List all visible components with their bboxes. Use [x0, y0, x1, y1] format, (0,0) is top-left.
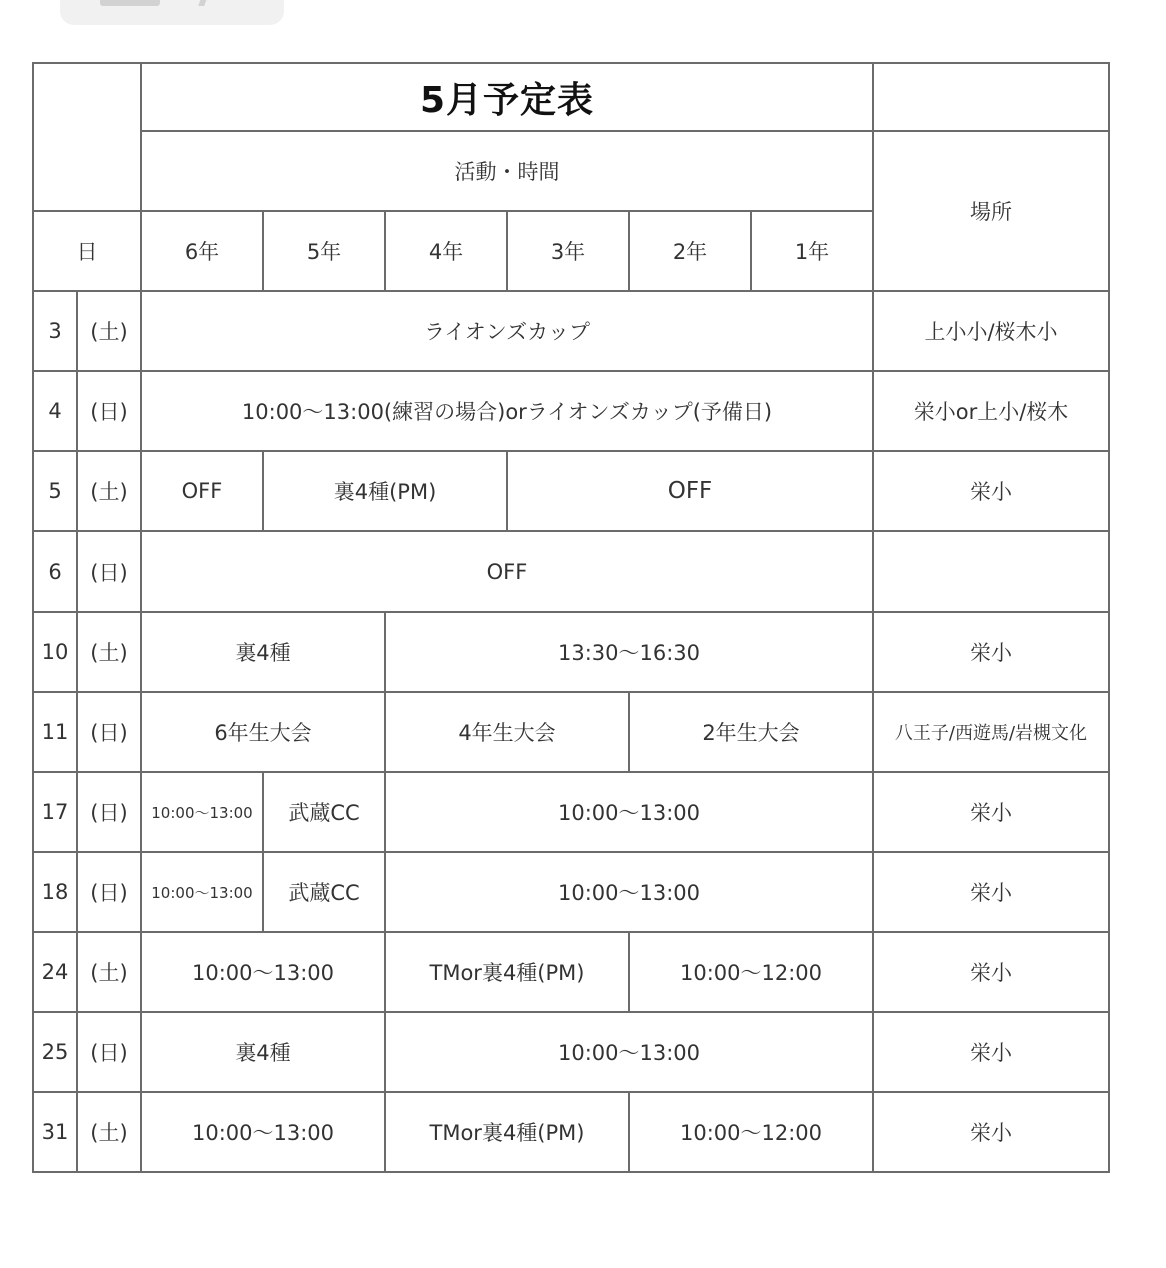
activity-cell: 裏4種(PM): [263, 451, 507, 531]
grade-header: 4年: [385, 211, 507, 291]
weekday-cell: (日): [77, 371, 141, 451]
weekday-cell: (日): [77, 692, 141, 772]
top-bar-icon: [100, 0, 160, 6]
place-cell: [873, 531, 1109, 612]
grade-header: 2年: [629, 211, 751, 291]
activity-cell: 10:00～12:00: [629, 1092, 873, 1172]
date-cell: 31: [33, 1092, 77, 1172]
weekday-cell: (土): [77, 291, 141, 371]
place-cell: 八王子/西遊馬/岩槻文化: [873, 692, 1109, 772]
weekday-cell: (日): [77, 1012, 141, 1092]
top-bar-icon-2: [198, 0, 208, 6]
table-row: [33, 852, 1109, 932]
table-row: [33, 612, 1109, 692]
weekday-cell: (日): [77, 852, 141, 932]
activity-cell: 10:00～13:00(練習の場合)orライオンズカップ(予備日): [141, 371, 873, 451]
activity-cell: TMor裏4種(PM): [385, 1092, 629, 1172]
place-cell: 栄小: [873, 1092, 1109, 1172]
activity-cell: TMor裏4種(PM): [385, 932, 629, 1012]
activity-cell: 2年生大会: [629, 692, 873, 772]
table-row: [33, 932, 1109, 1012]
place-cell: 栄小: [873, 1012, 1109, 1092]
place-cell: 栄小: [873, 772, 1109, 852]
activity-time-header: 活動・時間: [141, 131, 873, 211]
activity-cell: OFF: [141, 451, 263, 531]
place-cell: 栄小: [873, 932, 1109, 1012]
top-bar-remnant: [60, 0, 284, 25]
table-row: [33, 451, 1109, 531]
activity-cell: 武蔵CC: [263, 852, 385, 932]
grade-header: 5年: [263, 211, 385, 291]
date-cell: 4: [33, 371, 77, 451]
activity-cell: 裏4種: [141, 612, 385, 692]
activity-cell: 6年生大会: [141, 692, 385, 772]
page-title: 5月予定表: [141, 63, 873, 131]
weekday-cell: (土): [77, 451, 141, 531]
table-row: [33, 531, 1109, 612]
activity-cell: 10:00～13:00: [141, 852, 263, 932]
weekday-cell: (土): [77, 932, 141, 1012]
day-header: 日: [33, 211, 141, 291]
table-row: [33, 1012, 1109, 1092]
table-row: [33, 1092, 1109, 1172]
weekday-cell: (日): [77, 531, 141, 612]
date-cell: 5: [33, 451, 77, 531]
activity-cell: 10:00～12:00: [629, 932, 873, 1012]
date-cell: 25: [33, 1012, 77, 1092]
weekday-cell: (土): [77, 1092, 141, 1172]
activity-cell: 10:00～13:00: [385, 772, 873, 852]
place-header: 場所: [873, 131, 1109, 291]
grade-header: 1年: [751, 211, 873, 291]
activity-cell: 13:30～16:30: [385, 612, 873, 692]
place-cell: 栄小: [873, 852, 1109, 932]
schedule-table: [32, 62, 1110, 1173]
place-cell: 栄小or上小/桜木: [873, 371, 1109, 451]
date-cell: 18: [33, 852, 77, 932]
place-cell: 上小小/桜木小: [873, 291, 1109, 371]
activity-cell: 10:00～13:00: [385, 1012, 873, 1092]
activity-cell: 10:00～13:00: [141, 772, 263, 852]
grade-header: 3年: [507, 211, 629, 291]
activity-cell: 裏4種: [141, 1012, 385, 1092]
activity-cell: 10:00～13:00: [141, 932, 385, 1012]
activity-cell: 武蔵CC: [263, 772, 385, 852]
table-row: [33, 772, 1109, 852]
activity-cell: ライオンズカップ: [141, 291, 873, 371]
title-side-cell: [873, 63, 1109, 131]
date-cell: 11: [33, 692, 77, 772]
table-row: [33, 371, 1109, 451]
corner-cell: [33, 63, 141, 211]
weekday-cell: (土): [77, 612, 141, 692]
date-cell: 10: [33, 612, 77, 692]
activity-cell: 4年生大会: [385, 692, 629, 772]
place-cell: 栄小: [873, 612, 1109, 692]
place-cell: 栄小: [873, 451, 1109, 531]
activity-cell: OFF: [507, 451, 873, 531]
activity-cell: OFF: [141, 531, 873, 612]
date-cell: 6: [33, 531, 77, 612]
date-cell: 17: [33, 772, 77, 852]
date-cell: 3: [33, 291, 77, 371]
table-row: [33, 692, 1109, 772]
activity-cell: 10:00～13:00: [141, 1092, 385, 1172]
weekday-cell: (日): [77, 772, 141, 852]
activity-cell: 10:00～13:00: [385, 852, 873, 932]
table-row: [33, 291, 1109, 371]
grade-header: 6年: [141, 211, 263, 291]
date-cell: 24: [33, 932, 77, 1012]
